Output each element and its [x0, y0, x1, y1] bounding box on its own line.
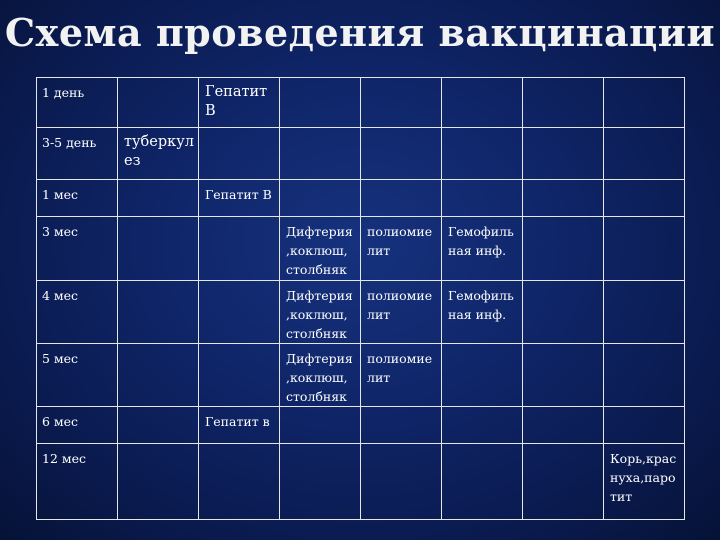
page-title: Схема проведения вакцинации — [4, 10, 716, 55]
table-cell — [118, 344, 199, 407]
table-cell — [604, 217, 685, 281]
table-row — [37, 217, 685, 281]
table-cell — [118, 444, 199, 520]
table-cell — [361, 128, 442, 180]
table-cell — [604, 180, 685, 217]
table-cell — [604, 344, 685, 407]
table-cell — [199, 128, 280, 180]
age-cell: 3 мес — [37, 217, 118, 281]
table-cell: полиомиелит — [361, 217, 442, 281]
table-cell — [523, 217, 604, 281]
table-row — [37, 281, 685, 344]
table-cell — [523, 344, 604, 407]
table-cell — [604, 281, 685, 344]
table-cell — [199, 281, 280, 344]
table-cell — [361, 407, 442, 444]
table-row — [37, 407, 685, 444]
table-cell: Гемофильная инф. — [442, 217, 523, 281]
table-cell — [361, 444, 442, 520]
table-cell — [280, 180, 361, 217]
table-cell — [118, 281, 199, 344]
table-cell: Гемофильная инф. — [442, 281, 523, 344]
table-cell — [361, 180, 442, 217]
table-cell — [442, 128, 523, 180]
table-cell — [280, 128, 361, 180]
table-cell — [442, 78, 523, 128]
table-cell — [442, 180, 523, 217]
table-cell: Гепатит в — [199, 407, 280, 444]
table-cell: Дифтерия,коклюш, столбняк — [280, 281, 361, 344]
table-cell: Корь,краснуха,паротит — [604, 444, 685, 520]
table-cell — [118, 217, 199, 281]
table-cell: Гепатит В — [199, 180, 280, 217]
age-cell: 4 мес — [37, 281, 118, 344]
table-cell — [523, 78, 604, 128]
table-cell — [361, 78, 442, 128]
vaccination-schedule-table — [36, 77, 685, 520]
table-cell: Дифтерия,коклюш, столбняк — [280, 217, 361, 281]
age-cell: 3-5 день — [37, 128, 118, 180]
table-cell — [118, 180, 199, 217]
table-cell — [442, 344, 523, 407]
table-cell — [523, 444, 604, 520]
table-cell — [442, 444, 523, 520]
table-cell — [280, 444, 361, 520]
table-cell — [280, 78, 361, 128]
table-cell — [442, 407, 523, 444]
table-row — [37, 444, 685, 520]
age-cell: 12 мес — [37, 444, 118, 520]
table-row — [37, 180, 685, 217]
table-cell — [523, 180, 604, 217]
age-cell: 1 мес — [37, 180, 118, 217]
table-cell — [604, 78, 685, 128]
age-cell: 6 мес — [37, 407, 118, 444]
table-cell — [118, 78, 199, 128]
table-cell: Гепатит В — [199, 78, 280, 128]
age-cell: 5 мес — [37, 344, 118, 407]
table-cell — [523, 281, 604, 344]
table-row — [37, 128, 685, 180]
table-cell: туберкулез — [118, 128, 199, 180]
table-cell — [523, 128, 604, 180]
table-cell — [604, 407, 685, 444]
table-cell: Дифтерия,коклюш, столбняк — [280, 344, 361, 407]
age-cell: 1 день — [37, 78, 118, 128]
table-cell — [199, 444, 280, 520]
table-cell: полиомиелит — [361, 281, 442, 344]
table-cell — [280, 407, 361, 444]
table-cell: полиомиелит — [361, 344, 442, 407]
table-cell — [118, 407, 199, 444]
table-row — [37, 344, 685, 407]
table-cell — [199, 344, 280, 407]
table-cell — [199, 217, 280, 281]
table-row — [37, 78, 685, 128]
table-cell — [523, 407, 604, 444]
table-cell — [604, 128, 685, 180]
